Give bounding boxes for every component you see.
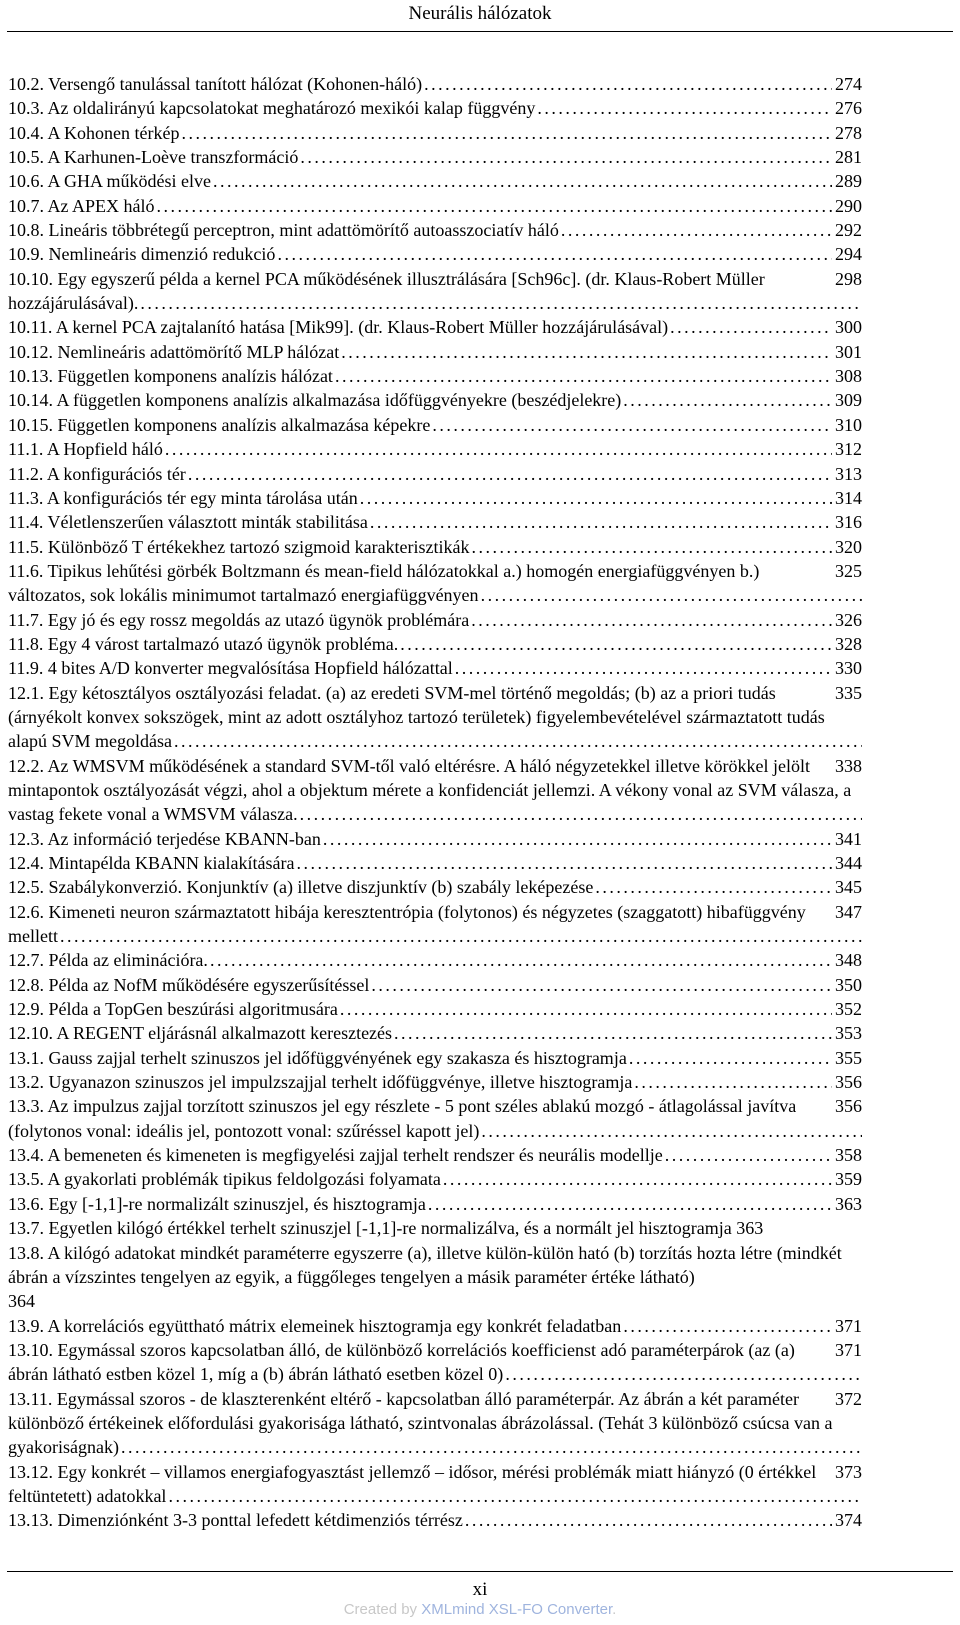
toc-page-number: 338 — [832, 754, 862, 778]
toc-page-number: 289 — [832, 169, 862, 193]
toc-page-number: 300 — [832, 315, 862, 339]
toc-entry-title: 11.3. A konfigurációs tér egy minta tárolása után . . . — [8, 488, 358, 508]
toc-page-number: 359 — [832, 1167, 862, 1191]
toc-page-number: 352 — [832, 997, 862, 1021]
toc-entry[interactable] — [8, 559, 862, 608]
toc-page-number: 373 — [832, 1460, 862, 1484]
toc-entry-title: 10.10. Egy egyszerű példa a kernel PCA működésének illusztrálására [Sch96c]. (dr. Klaus-Robert Müller hozzájárulásával). . . . — [8, 269, 765, 313]
toc-page-number: 335 — [832, 681, 862, 705]
toc-page-number: 316 — [832, 510, 862, 534]
toc-page-number: 298 — [832, 267, 862, 291]
toc-entry-title: 13.9. A korrelációs együttható mátrix elemeinek hisztogramja egy konkrét feladatban . . . — [8, 1316, 621, 1336]
toc-entry-title: 13.6. Egy [-1,1]-re normalizált szinuszjel, és hisztogramja . . . — [8, 1194, 426, 1214]
toc-entry-title: 13.10. Egymással szoros kapcsolatban álló, de különböző korrelációs koefficienst adó paraméterpárok (az (a) ábrán látható estben közel 1, míg a (b) ábrán látható esetben közel 0) . . . — [8, 1340, 795, 1384]
toc-entry[interactable] — [8, 315, 862, 339]
toc-page-number: 371 — [832, 1314, 862, 1338]
toc-entry[interactable] — [8, 486, 862, 510]
credit-suffix: . — [612, 1601, 617, 1618]
toc-page-number: 276 — [832, 96, 862, 120]
toc-entry-title: 12.9. Példa a TopGen beszúrási algoritmusára . . . — [8, 999, 338, 1019]
toc-entry[interactable] — [8, 681, 862, 754]
toc-page-number: 330 — [832, 656, 862, 680]
toc-entry-title: 12.3. Az információ terjedése KBANN-ban . . . — [8, 829, 321, 849]
toc-page-number: 310 — [832, 413, 862, 437]
credit-prefix: Created by — [343, 1601, 422, 1618]
toc-entry-title: 10.12. Nemlineáris adattömörítő MLP hálózat . . . — [8, 342, 339, 362]
toc-entry[interactable] — [8, 1046, 862, 1070]
toc-entry-title: 12.8. Példa az NofM működésére egyszerűsítéssel . . . — [8, 975, 369, 995]
toc-page-number: 350 — [832, 973, 862, 997]
toc-entry[interactable] — [8, 1070, 862, 1094]
toc-page-number: 278 — [832, 121, 862, 145]
toc-entry[interactable] — [8, 145, 862, 169]
toc-entry[interactable] — [8, 218, 862, 242]
toc-entry-title: 10.14. A független komponens analízis alkalmazása időfüggvényekre (beszédjelekre) . . . — [8, 390, 621, 410]
toc-entry[interactable] — [8, 169, 862, 193]
list-of-figures — [8, 72, 862, 1533]
toc-page-number: 308 — [832, 364, 862, 388]
toc-entry[interactable] — [8, 510, 862, 534]
toc-entry[interactable] — [8, 242, 862, 266]
toc-entry-title: 10.2. Versengő tanulással tanított hálózat (Kohonen-háló) . . . — [8, 74, 422, 94]
toc-page-number: 371 — [832, 1338, 862, 1362]
toc-page-number: 301 — [832, 340, 862, 364]
toc-page-number: 364 — [8, 1291, 35, 1312]
toc-entry[interactable] — [8, 973, 862, 997]
toc-entry[interactable] — [8, 1167, 862, 1191]
toc-entry[interactable] — [8, 1338, 862, 1387]
toc-entry-title: 11.8. Egy 4 várost tartalmazó utazó ügynök probléma. . . . — [8, 634, 398, 654]
toc-entry[interactable] — [8, 656, 862, 680]
toc-entry[interactable] — [8, 851, 862, 875]
toc-entry[interactable] — [8, 632, 862, 656]
toc-page-number: 353 — [832, 1021, 862, 1045]
running-header: Neurális hálózatok — [408, 3, 552, 24]
toc-entry[interactable] — [8, 948, 862, 972]
toc-page-number: 309 — [832, 388, 862, 412]
toc-entry[interactable] — [8, 1094, 862, 1143]
toc-entry[interactable] — [8, 1021, 862, 1045]
toc-entry-title: 10.7. Az APEX háló . . . — [8, 196, 155, 216]
toc-entry[interactable] — [8, 194, 862, 218]
toc-page-number: 345 — [832, 875, 862, 899]
toc-entry[interactable] — [8, 462, 862, 486]
toc-entry-title: 11.1. A Hopfield háló . . . — [8, 439, 163, 459]
toc-page-number: 348 — [832, 948, 862, 972]
toc-entry-title: 11.6. Tipikus lehűtési görbék Boltzmann és mean-field hálózatokkal a.) homogén energiafüggvényen b.) változatos, sok lokális minimumot tartalmazó energiafüggvényen . . . — [8, 561, 759, 605]
toc-entry-title: 13.2. Ugyanazon szinuszos jel impulzszajjal terhelt időfüggvénye, illetve hisztogramja . . . — [8, 1072, 632, 1092]
page-number: xi — [472, 1579, 488, 1600]
toc-page-number: 328 — [832, 632, 862, 656]
toc-entry[interactable] — [8, 1387, 862, 1460]
toc-entry-title: 10.15. Független komponens analízis alkalmazása képekre . . . — [8, 415, 430, 435]
toc-entry-title: 10.8. Lineáris többrétegű perceptron, mint adattömörítő autoasszociatív háló . . . — [8, 220, 559, 240]
toc-entry-title: 11.7. Egy jó és egy rossz megoldás az utazó ügynök problémára . . . — [8, 610, 469, 630]
toc-entry-title: 13.13. Dimenziónként 3-3 ponttal lefedett kétdimenziós térrész . . . — [8, 1510, 463, 1530]
toc-page-number: 290 — [832, 194, 862, 218]
toc-entry[interactable] — [8, 754, 862, 827]
toc-entry-title: 12.1. Egy kétosztályos osztályozási feladat. (a) az eredeti SVM-mel történő megoldás; (b) az a priori tudás (árnyékolt konvex sokszögek, mint az adott osztályhoz tartozó területek) figyelembevételével származtatott tudás alapú SVM megoldása . . . — [8, 683, 825, 752]
toc-page-number: 325 — [832, 559, 862, 583]
toc-entry[interactable] — [8, 535, 862, 559]
toc-entry-title: 10.3. Az oldalirányú kapcsolatokat meghatározó mexikói kalap függvény . . . — [8, 98, 535, 118]
toc-page-number: 363 — [736, 1218, 764, 1239]
toc-entry[interactable] — [8, 997, 862, 1021]
toc-page-number: 326 — [832, 608, 862, 632]
toc-entry-title: 11.5. Különböző T értékekhez tartozó szigmoid karakterisztikák . . . — [8, 537, 470, 557]
toc-entry-title: 10.13. Független komponens analízis hálózat . . . — [8, 366, 333, 386]
toc-entry-title: 12.10. A REGENT eljárásnál alkalmazott keresztezés . . . — [8, 1023, 392, 1043]
toc-entry[interactable] — [8, 1192, 862, 1216]
toc-entry-title: 11.9. 4 bites A/D konverter megvalósítása Hopfield hálózattal . . . — [8, 658, 453, 678]
toc-entry[interactable] — [8, 340, 862, 364]
toc-page-number: 320 — [832, 535, 862, 559]
footer-rule — [7, 1571, 953, 1572]
credit-brand[interactable]: XMLmind XSL-FO Converter — [421, 1601, 613, 1618]
toc-entry-title: 13.12. Egy konkrét – villamos energiafogyasztást jellemző – idősor, mérési problémák miatt hiányzó (0 értékkel feltüntetett) adatokkal . . . — [8, 1462, 816, 1506]
toc-entry-title: 12.2. Az WMSVM működésének a standard SVM-től való eltérésre. A háló négyzetekkel illetve körökkel jelölt mintapontok osztályozását végzi, ahol a objektum mérete a konfidenciát jellemzi. A vékony vonal az SVM válasza, a vastag fekete vonal a WMSVM válasza. . . . — [8, 756, 851, 825]
toc-page-number: 374 — [832, 1508, 862, 1532]
toc-entry[interactable] — [8, 1460, 862, 1509]
toc-entry-title: 10.9. Nemlineáris dimenzió redukció . . . — [8, 244, 275, 264]
toc-entry[interactable] — [8, 1241, 862, 1314]
toc-entry-title: 10.5. A Karhunen-Loève transzformáció . . . — [8, 147, 298, 167]
converter-credit — [0, 1601, 960, 1618]
header-rule — [7, 31, 953, 32]
toc-entry[interactable] — [8, 267, 862, 316]
toc-page-number: 294 — [832, 242, 862, 266]
toc-entry-title: 10.6. A GHA működési elve . . . — [8, 171, 211, 191]
toc-page-number: 355 — [832, 1046, 862, 1070]
toc-page-number: 274 — [832, 72, 862, 96]
toc-entry[interactable] — [8, 875, 862, 899]
toc-page-number: 281 — [832, 145, 862, 169]
toc-entry-title: 13.7. Egyetlen kilógó értékkel terhelt szinuszjel [-1,1]-re normalizálva, és a normált jel hisztogramja — [8, 1218, 732, 1239]
toc-entry[interactable] — [8, 1314, 862, 1338]
toc-entry[interactable] — [8, 1216, 862, 1240]
toc-entry[interactable] — [8, 437, 862, 461]
toc-entry[interactable] — [8, 1143, 862, 1167]
toc-entry-title: 13.5. A gyakorlati problémák tipikus feldolgozási folyamata . . . — [8, 1169, 441, 1189]
toc-entry[interactable] — [8, 608, 862, 632]
toc-entry-title: 10.11. A kernel PCA zajtalanító hatása [Mik99]. (dr. Klaus-Robert Müller hozzájárulásával) . . . — [8, 317, 668, 337]
toc-entry-title: 13.4. A bemeneten és kimeneten is megfigyelési zajjal terhelt rendszer és neurális modellje . . . — [8, 1145, 663, 1165]
toc-entry[interactable] — [8, 388, 862, 412]
toc-entry-title: 10.4. A Kohonen térkép . . . — [8, 123, 179, 143]
toc-page-number: 358 — [832, 1143, 862, 1167]
toc-page-number: 372 — [832, 1387, 862, 1411]
toc-entry-title: 11.4. Véletlenszerűen választott minták stabilitása . . . — [8, 512, 368, 532]
toc-page-number: 363 — [832, 1192, 862, 1216]
toc-entry[interactable] — [8, 364, 862, 388]
toc-entry-title: 12.5. Szabálykonverzió. Konjunktív (a) illetve diszjunktív (b) szabály leképezése . . . — [8, 877, 593, 897]
toc-page-number: 344 — [832, 851, 862, 875]
toc-entry[interactable] — [8, 413, 862, 437]
toc-page-number: 356 — [832, 1094, 862, 1118]
toc-entry-title: 11.2. A konfigurációs tér . . . — [8, 464, 186, 484]
toc-entry-title: 12.6. Kimeneti neuron származtatott hibája keresztentrópia (folytonos) és négyzetes (szaggatott) hibafüggvény mellett . . . — [8, 902, 806, 946]
toc-page-number: 312 — [832, 437, 862, 461]
toc-entry[interactable] — [8, 900, 862, 949]
toc-entry[interactable] — [8, 121, 862, 145]
toc-page-number: 314 — [832, 486, 862, 510]
toc-entry[interactable] — [8, 1508, 862, 1532]
toc-entry-title: 13.11. Egymással szoros - de klaszterenként eltérő - kapcsolatban álló paraméterpár. Az ábrán a két paraméter különböző értékeinek előfordulási gyakorisága látható, szintvonalas ábrázolással. (Tehát 3 különböző csúcsa van a gyakoriságnak) . . . — [8, 1389, 832, 1458]
toc-page-number: 347 — [832, 900, 862, 924]
toc-entry[interactable] — [8, 96, 862, 120]
toc-entry-title: 12.4. Mintapélda KBANN kialakítására . . . — [8, 853, 294, 873]
toc-entry[interactable] — [8, 827, 862, 851]
toc-entry[interactable] — [8, 72, 862, 96]
toc-page-number: 292 — [832, 218, 862, 242]
toc-page-number: 313 — [832, 462, 862, 486]
toc-entry-title: 13.1. Gauss zajjal terhelt szinuszos jel időfüggvényének egy szakasza és hisztogramja . . . — [8, 1048, 627, 1068]
toc-page-number: 341 — [832, 827, 862, 851]
toc-page-number: 356 — [832, 1070, 862, 1094]
toc-entry-title: 13.8. A kilógó adatokat mindkét paraméterre egyszerre (a), illetve külön-külön ható (b) torzítás hozta létre (mindkét ábrán a vízszintes tengelyen az egyik, a függőleges tengelyen a másik paraméter értéke látható) — [8, 1242, 842, 1287]
toc-entry-title: 13.3. Az impulzus zajjal torzított szinuszos jel egy részlete - 5 pont széles ablakú mozgó - átlagolással javítva (folytonos vonal: ideális jel, pontozott vonal: szűréssel kapott jel) . . . — [8, 1096, 796, 1140]
toc-entry-title: 12.7. Példa az eliminációra. . . . — [8, 950, 208, 970]
